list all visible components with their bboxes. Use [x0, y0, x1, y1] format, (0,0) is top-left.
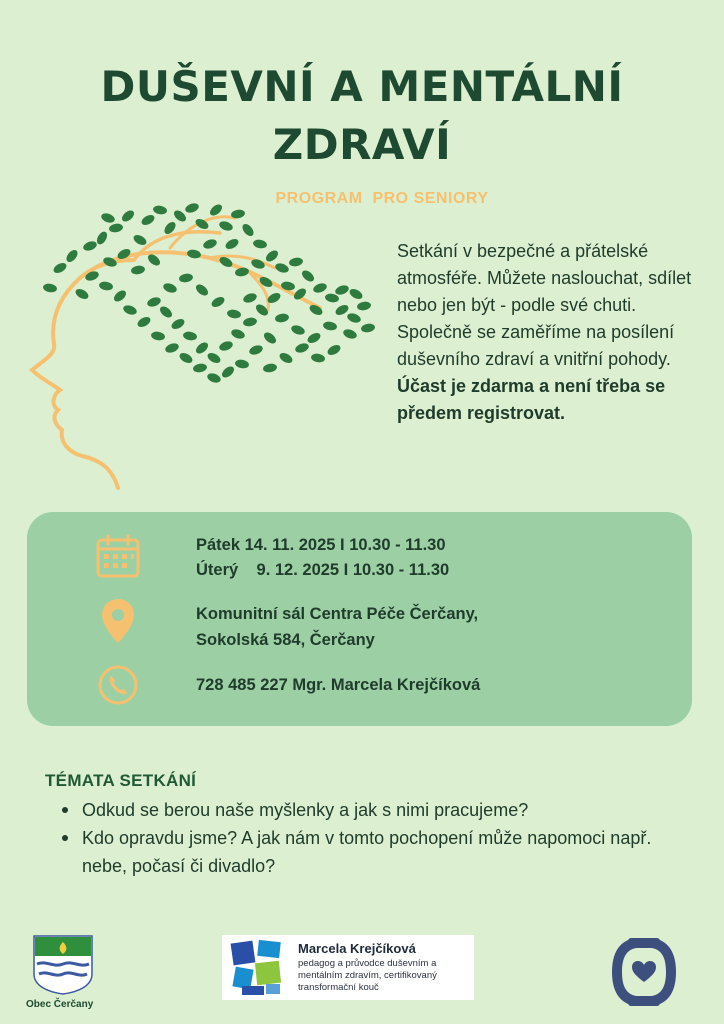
leaf [324, 293, 339, 304]
topics-list [62, 796, 662, 880]
leaf [136, 315, 152, 329]
heart-brackets-logo [608, 934, 680, 1010]
leaf [288, 257, 303, 268]
leaf [122, 304, 138, 317]
leaf [146, 296, 162, 309]
leaf [192, 363, 207, 374]
subtitle: PROGRAM PRO SENIORY [275, 190, 489, 207]
leaf [210, 295, 226, 309]
leaf [52, 261, 68, 275]
leaf [74, 287, 90, 301]
leaf [206, 351, 222, 365]
mk-name: Marcela Krejčíková [298, 941, 416, 956]
leaf [346, 312, 362, 325]
leaf [290, 324, 306, 337]
leaf [242, 292, 258, 305]
leaf [108, 223, 123, 234]
leaf [334, 284, 350, 297]
leaf [334, 303, 350, 317]
event-date-1: Pátek 14. 11. 2025 I 10.30 - 11.30 [196, 536, 446, 554]
leaf [234, 359, 249, 370]
leaf [342, 328, 358, 341]
leaf [162, 282, 178, 295]
topics-heading: TÉMATA SETKÁNÍ [45, 771, 197, 790]
list-item: Odkud se berou naše myšlenky a jak s nimi pracujeme? [62, 796, 662, 824]
leaf [150, 331, 165, 342]
intro-body: Setkání v bezpečné a přátelské atmosféře. Můžete naslouchat, sdílet nebo jen být - podle své chuti. Společně se zaměříme na posílení duševního zdraví a vnitřní pohody. [397, 241, 692, 369]
leaf [100, 212, 116, 225]
leaf [306, 331, 322, 345]
marcela-krejcikova-logo [222, 935, 474, 1000]
leaf [264, 248, 280, 263]
leaf [348, 287, 364, 301]
leaf [220, 364, 236, 379]
mk-emblem [228, 938, 288, 998]
leaf [240, 222, 255, 238]
phone-icon [97, 664, 139, 706]
leaf [248, 344, 264, 357]
contact-phone: 728 485 227 Mgr. Marcela Krejčíková [196, 676, 481, 694]
leaf [120, 208, 136, 223]
title-line-1: DUŠEVNÍ A MENTÁLNÍ [100, 62, 624, 111]
leaf [322, 321, 337, 332]
intro-emphasis: Účast je zdarma a není třeba se předem registrovat. [397, 376, 666, 423]
leaf [206, 372, 222, 385]
leaf [242, 317, 257, 328]
leaf [218, 340, 234, 353]
leaf [152, 205, 167, 216]
obec-label: Obec Čerčany [26, 999, 94, 1010]
leaf [274, 313, 289, 324]
leaf [356, 301, 371, 312]
leaf [140, 213, 156, 227]
leaf [230, 328, 246, 341]
leaf [130, 265, 145, 276]
leaf [262, 363, 277, 374]
leaf [95, 230, 109, 246]
leaf [132, 233, 148, 247]
leaf [224, 237, 240, 251]
head-tree-illustration [20, 198, 390, 498]
event-place-line-2: Sokolská 584, Čerčany [196, 631, 375, 649]
title-line-2: ZDRAVÍ [272, 120, 452, 169]
calendar-icon [95, 533, 141, 579]
leaf [64, 248, 79, 264]
leaf [262, 330, 278, 345]
leaf [326, 343, 342, 357]
leaf [310, 353, 325, 364]
leaf [194, 340, 210, 355]
event-place-line-1: Komunitní sál Centra Péče Čerčany, [196, 605, 479, 623]
leaf [178, 351, 194, 365]
leaf [98, 281, 113, 292]
leaf [182, 331, 197, 342]
event-date-2: Úterý 9. 12. 2025 I 10.30 - 11.30 [196, 561, 450, 579]
leaf [218, 220, 234, 233]
leaf [226, 309, 241, 320]
leaf [158, 304, 174, 319]
location-pin-icon [100, 597, 136, 645]
leaf [300, 268, 316, 283]
intro-text [397, 238, 697, 427]
leaf [202, 238, 218, 251]
mk-description: pedagog a průvodce duševním a mentálním zdravím, certifikovaný transformační kouč [298, 958, 437, 993]
leaf [274, 262, 290, 275]
leaf [360, 323, 375, 334]
leaf [42, 283, 57, 294]
leaf [184, 202, 200, 215]
leaf [170, 317, 186, 331]
page-title [0, 58, 724, 174]
leaf [178, 273, 193, 284]
obec-cercany-logo [28, 934, 98, 996]
leaf [252, 239, 267, 250]
leaf [112, 288, 128, 303]
leaf [278, 351, 294, 365]
leaf [194, 282, 210, 297]
list-item: Kdo opravdu jsme? A jak nám v tomto pochopení může napomoci např. nebe, počasí či divadlo? [62, 824, 662, 880]
leaf [312, 282, 328, 295]
leaf [164, 342, 180, 355]
leaf [294, 342, 310, 355]
leaf [82, 240, 98, 253]
